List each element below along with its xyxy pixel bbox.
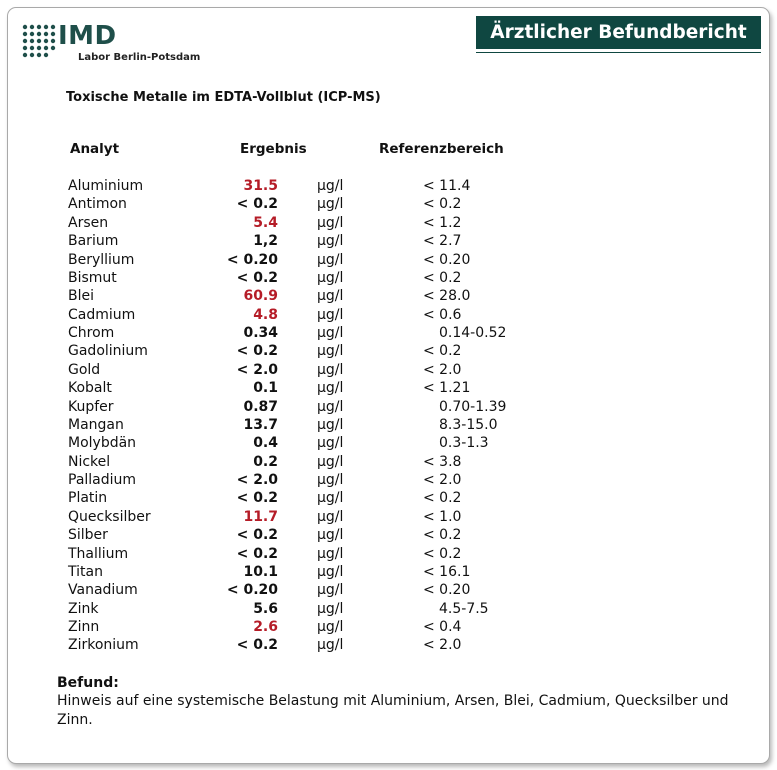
analyte-name: Mangan xyxy=(68,416,124,433)
table-row xyxy=(8,545,769,563)
result-value: 5.4 xyxy=(253,214,278,231)
result-unit: µg/l xyxy=(317,251,344,268)
result-value: < 0.2 xyxy=(236,196,278,213)
column-header-referenzbereich: Referenzbereich xyxy=(379,141,504,157)
result-unit: µg/l xyxy=(317,306,344,323)
result-value: 60.9 xyxy=(243,288,278,305)
reference-range: < 2.0 xyxy=(423,361,462,378)
result-value: 0.2 xyxy=(253,453,278,470)
reference-range: < 1.21 xyxy=(423,380,471,397)
analyte-name: Kobalt xyxy=(68,380,112,397)
analyte-name: Zinn xyxy=(68,619,100,635)
reference-range: < 0.20 xyxy=(423,251,471,268)
result-value: 0.4 xyxy=(253,435,278,452)
analyte-name: Titan xyxy=(68,563,103,580)
analyte-name: Antimon xyxy=(68,196,127,213)
analyte-name: Arsen xyxy=(68,214,109,231)
result-value: 13.7 xyxy=(243,416,278,433)
analyte-name: Zink xyxy=(68,600,99,617)
result-value: 31.5 xyxy=(243,178,278,194)
result-unit: µg/l xyxy=(317,545,344,562)
result-unit: µg/l xyxy=(317,380,344,397)
result-unit: µg/l xyxy=(317,325,344,341)
analyte-name: Gadolinium xyxy=(68,343,148,360)
reference-range: 0.3-1.3 xyxy=(439,435,489,452)
analyte-name: Thallium xyxy=(68,545,129,562)
table-row xyxy=(8,600,769,618)
analyte-name: Vanadium xyxy=(68,582,138,599)
reference-range: < 2.7 xyxy=(423,233,462,250)
reference-range: < 0.2 xyxy=(423,545,462,562)
result-unit: µg/l xyxy=(317,416,344,433)
table-row xyxy=(8,324,769,342)
reference-range: < 2.0 xyxy=(423,637,462,654)
table-row xyxy=(8,379,769,397)
result-unit: µg/l xyxy=(317,435,344,452)
lab-logo xyxy=(22,21,222,64)
table-row xyxy=(8,342,769,360)
result-value: < 0.2 xyxy=(236,490,278,507)
result-value: 2.6 xyxy=(253,619,278,635)
analyte-name: Blei xyxy=(68,288,94,305)
report-title: Ärztlicher Befundbericht xyxy=(476,16,761,49)
analyte-name: Quecksilber xyxy=(68,508,151,525)
analyte-name: Silber xyxy=(68,527,108,544)
header-divider xyxy=(476,52,761,53)
table-row xyxy=(8,636,769,654)
reference-range: < 0.2 xyxy=(423,490,462,507)
analyte-name: Kupfer xyxy=(68,398,114,415)
reference-range: < 0.2 xyxy=(423,196,462,213)
result-value: 0.87 xyxy=(243,398,278,415)
reference-range: < 0.2 xyxy=(423,269,462,286)
table-row xyxy=(8,232,769,250)
reference-range: < 16.1 xyxy=(423,563,471,580)
result-value: 5.6 xyxy=(253,600,278,617)
result-unit: µg/l xyxy=(317,563,344,580)
table-row xyxy=(8,251,769,269)
analyte-name: Platin xyxy=(68,490,108,507)
result-value: < 0.2 xyxy=(236,343,278,360)
result-unit: µg/l xyxy=(317,233,344,250)
reference-range: 0.14-0.52 xyxy=(439,325,507,341)
analyte-name: Molybdän xyxy=(68,435,137,452)
analyte-name: Zirkonium xyxy=(68,637,139,654)
result-value: 4.8 xyxy=(253,306,278,323)
analyte-name: Nickel xyxy=(68,453,111,470)
reference-range: < 0.2 xyxy=(423,343,462,360)
table-row xyxy=(8,195,769,213)
reference-range: < 11.4 xyxy=(423,178,471,194)
result-unit: µg/l xyxy=(317,178,344,194)
table-row xyxy=(8,361,769,379)
result-unit: µg/l xyxy=(317,288,344,305)
result-unit: µg/l xyxy=(317,472,344,488)
table-row xyxy=(8,508,769,526)
reference-range: < 0.4 xyxy=(423,619,462,635)
table-row xyxy=(8,177,769,195)
befund-label: Befund: xyxy=(57,675,119,691)
result-value: < 0.2 xyxy=(236,269,278,286)
befund-text: Hinweis auf eine systemische Belastung mit Aluminium, Arsen, Blei, Cadmium, Quecksilber und Zinn. xyxy=(57,693,729,728)
reference-range: < 1.2 xyxy=(423,214,462,231)
result-value: < 0.20 xyxy=(226,251,278,268)
reference-range: < 0.20 xyxy=(423,582,471,599)
table-row xyxy=(8,471,769,489)
analyte-name: Gold xyxy=(68,361,101,378)
result-unit: µg/l xyxy=(317,361,344,378)
table-row xyxy=(8,214,769,232)
reference-range: < 0.6 xyxy=(423,306,462,323)
result-value: < 0.2 xyxy=(236,637,278,654)
result-unit: µg/l xyxy=(317,619,344,635)
result-value: 11.7 xyxy=(243,508,278,525)
result-value: < 2.0 xyxy=(236,472,278,488)
table-row xyxy=(8,526,769,544)
result-value: < 0.20 xyxy=(226,582,278,599)
result-value: 0.34 xyxy=(243,325,278,341)
result-unit: µg/l xyxy=(317,214,344,231)
table-row xyxy=(8,306,769,324)
logo-dot-grid-icon xyxy=(22,24,56,58)
result-unit: µg/l xyxy=(317,582,344,599)
reference-range: < 2.0 xyxy=(423,472,462,488)
result-value: 0.1 xyxy=(253,380,278,397)
table-row xyxy=(8,434,769,452)
results-table xyxy=(8,177,769,655)
result-unit: µg/l xyxy=(317,196,344,213)
column-header-analyt: Analyt xyxy=(70,141,120,157)
analyte-name: Barium xyxy=(68,233,119,250)
column-header-ergebnis: Ergebnis xyxy=(240,141,307,157)
table-row xyxy=(8,398,769,416)
result-unit: µg/l xyxy=(317,398,344,415)
result-unit: µg/l xyxy=(317,453,344,470)
result-unit: µg/l xyxy=(317,269,344,286)
analyte-name: Palladium xyxy=(68,472,137,488)
result-value: < 2.0 xyxy=(236,361,278,378)
result-unit: µg/l xyxy=(317,600,344,617)
result-unit: µg/l xyxy=(317,508,344,525)
table-row xyxy=(8,416,769,434)
reference-range: 0.70-1.39 xyxy=(439,398,507,415)
reference-range: < 3.8 xyxy=(423,453,462,470)
result-unit: µg/l xyxy=(317,490,344,507)
table-row xyxy=(8,489,769,507)
result-unit: µg/l xyxy=(317,343,344,360)
result-unit: µg/l xyxy=(317,637,344,654)
result-value: 10.1 xyxy=(243,563,278,580)
analyte-name: Bismut xyxy=(68,269,117,286)
result-value: < 0.2 xyxy=(236,545,278,562)
analyte-name: Chrom xyxy=(68,325,115,341)
reference-range: 4.5-7.5 xyxy=(439,600,489,617)
table-row xyxy=(8,618,769,636)
analyte-name: Cadmium xyxy=(68,306,136,323)
result-value: 1,2 xyxy=(253,233,278,250)
reference-range: < 28.0 xyxy=(423,288,471,305)
table-row xyxy=(8,563,769,581)
result-value: < 0.2 xyxy=(236,527,278,544)
section-title: Toxische Metalle im EDTA-Vollblut (ICP-MS) xyxy=(66,90,381,105)
logo-subtitle: Labor Berlin-Potsdam xyxy=(78,52,201,63)
reference-range: < 1.0 xyxy=(423,508,462,525)
analyte-name: Aluminium xyxy=(68,178,144,194)
table-row xyxy=(8,269,769,287)
table-row xyxy=(8,581,769,599)
table-row xyxy=(8,453,769,471)
result-unit: µg/l xyxy=(317,527,344,544)
analyte-name: Beryllium xyxy=(68,251,135,268)
reference-range: < 0.2 xyxy=(423,527,462,544)
table-row xyxy=(8,287,769,305)
reference-range: 8.3-15.0 xyxy=(439,416,498,433)
report-card xyxy=(7,7,770,764)
logo-name: IMD xyxy=(58,21,117,51)
